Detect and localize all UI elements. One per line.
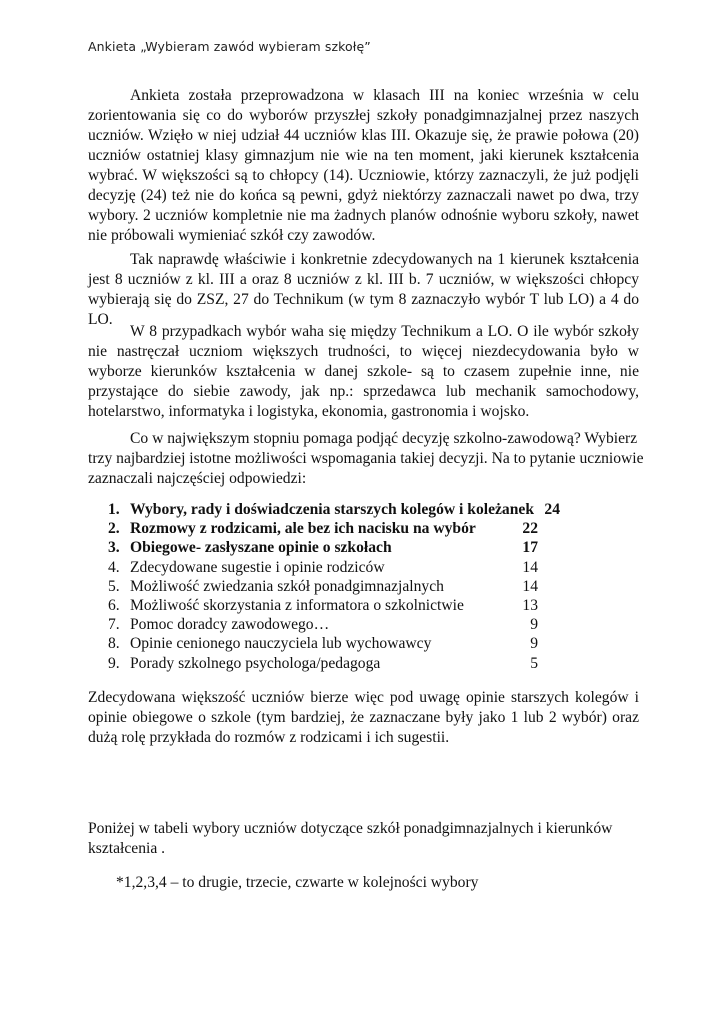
paragraph-hesitation: W 8 przypadkach wybór waha się między Technikum a LO. O ile wybór szkoły nie nastręczał uczniom większych trudności, to więcej niezdecydowania było w wyborze kierunków kształcenia w danej szkole- są to czasem zupełnie inne, nie przystające do siebie zawody, jak np.: sprzedawca lub mechanik samochodowy, hotelarstwo, informatyka i logistyka, ekonomia, gastronomia i wojsko. — [88, 323, 639, 420]
list-item-label: Opinie cenionego nauczyciela lub wychowawcy — [130, 635, 432, 653]
list-item-count: 9 — [530, 616, 538, 634]
list-item — [108, 500, 560, 519]
list-item — [108, 634, 538, 653]
paragraph-question: Co w największym stopniu pomaga podjąć decyzję szkolno-zawodową? Wybierz trzy najbardziej istotne możliwości wspomagania takiej decyzji. Na to pytanie uczniowie zaznaczali najczęściej odpowiedzi: — [88, 430, 644, 487]
list-item-label: Obiegowe- zasłyszane opinie o szkołach — [130, 539, 392, 557]
list-item-label: Rozmowy z rodzicami, ale bez ich nacisku na wybór — [130, 520, 476, 538]
list-item-label: Wybory, rady i doświadczenia starszych kolegów i koleżanek — [130, 501, 534, 518]
list-item-count: 14 — [522, 558, 538, 576]
paragraph-table-intro: Poniżej w tabeli wybory uczniów dotyczące szkół ponadgimnazjalnych i kierunków kształcenia . — [88, 820, 613, 857]
list-item — [108, 538, 538, 557]
paragraph-decided-students: Tak naprawdę właściwie i konkretnie zdecydowanych na 1 kierunek kształcenia jest 8 uczniów z kl. III a oraz 8 uczniów z kl. III b. 7 uczniów, w większości chłopcy wybierają się do ZSZ, 27 do Technikum (w tym 8 zaznaczyło wybór T lub LO) a 4 do LO. — [88, 251, 639, 328]
list-item-number: 4. — [108, 558, 120, 576]
list-item-count: 5 — [530, 654, 538, 672]
list-item-count: 14 — [522, 577, 538, 595]
paragraph-conclusion: Zdecydowana większość uczniów bierze więc pod uwagę opinie starszych kolegów i opinie obiegowe o szkole (tym bardziej, że zaznaczane były jako 1 lub 2 wybór) oraz dużą rolę przykłada do rozmów z rodzicami i ich sugestii. — [88, 689, 639, 746]
list-item-count: 24 — [544, 501, 560, 518]
page-header: Ankieta „Wybieram zawód wybieram szkołę” — [88, 39, 371, 54]
list-item — [108, 654, 538, 673]
list-item-count: 17 — [522, 539, 538, 557]
list-item — [108, 596, 538, 615]
list-item-number: 1. — [108, 501, 120, 518]
answers-list — [108, 500, 560, 673]
list-item-count: 9 — [530, 635, 538, 653]
paragraph-footnote: *1,2,3,4 – to drugie, trzecie, czwarte w kolejności wybory — [116, 874, 479, 891]
list-item-number: 5. — [108, 577, 120, 595]
list-item-number: 7. — [108, 616, 120, 634]
list-item — [108, 558, 538, 577]
list-item-number: 8. — [108, 635, 120, 653]
list-item-count: 13 — [522, 596, 538, 614]
list-item-number: 2. — [108, 520, 120, 538]
list-item-label: Możliwość skorzystania z informatora o szkolnictwie — [130, 596, 464, 614]
list-item — [108, 577, 538, 596]
list-item — [108, 615, 538, 634]
list-item-label: Porady szkolnego psychologa/pedagoga — [130, 654, 381, 672]
paragraph-survey-intro: Ankieta została przeprowadzona w klasach III na koniec września w celu zorientowania się co do wyborów przyszłej szkoły ponadgimnazjalnej przez naszych uczniów. Wzięło w niej udział 44 uczniów klas III. Okazuje się, że prawie połowa (20) uczniów ostatniej klasy gimnazjum nie wie na ten moment, jaki kierunek kształcenia wybrać. W większości są to chłopcy (14). Uczniowie, którzy zaznaczyli, że już podjęli decyzję (24) też nie do końca są pewni, gdyż niektórzy zaznaczali nawet po dwa, trzy wybory. 2 uczniów kompletnie nie ma żadnych planów odnośnie wyboru szkoły, nawet nie próbowali wymieniać szkół czy zawodów. — [88, 87, 639, 244]
list-item-number: 9. — [108, 654, 120, 672]
list-item-label: Pomoc doradcy zawodowego… — [130, 616, 330, 634]
list-item-number: 3. — [108, 539, 120, 557]
list-item-label: Zdecydowane sugestie i opinie rodziców — [130, 558, 385, 576]
list-item-label: Możliwość zwiedzania szkół ponadgimnazjalnych — [130, 577, 444, 595]
list-item — [108, 519, 538, 538]
list-item-count: 22 — [522, 520, 538, 538]
list-item-number: 6. — [108, 596, 120, 614]
